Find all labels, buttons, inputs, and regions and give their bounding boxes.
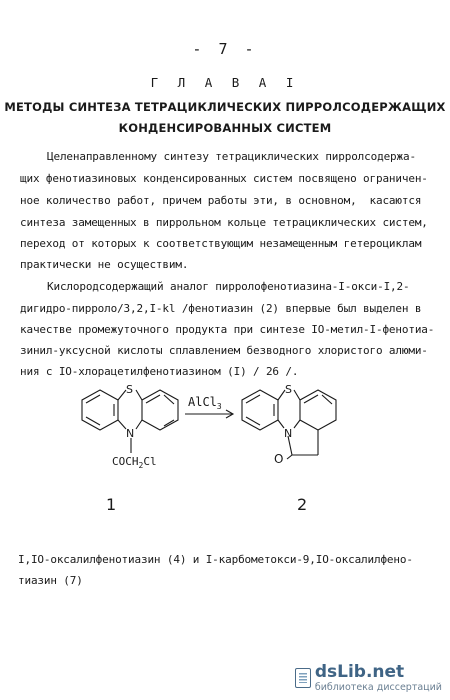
- chapter-title-line-2: КОНДЕНСИРОВАННЫХ СИСТЕМ: [118, 121, 332, 135]
- watermark-brand: dsLib.net: [314, 661, 405, 682]
- paragraph3-line-1: I,IO-оксалилфенотиазин (4) и I-карбометокси-9,IO-оксалилфено-: [18, 553, 413, 566]
- carbonyl-oxygen-label: O: [274, 452, 284, 466]
- chapter-title-line-1: МЕТОДЫ СИНТЕЗА ТЕТРАЦИКЛИЧЕСКИХ ПИРРОЛСОДЕРЖАЩИХ: [4, 100, 446, 114]
- sulfur-label-1: S: [126, 385, 133, 396]
- sulfur-label-2: S: [285, 385, 292, 396]
- paragraph1-line-4: синтеза замещенных в пиррольном кольце тетрациклических систем,: [20, 216, 428, 229]
- reagent-label: AlCl$_3$: [188, 395, 222, 411]
- paragraph1-line-5: переход от которых к соответствующим незамещенным гетероциклам: [20, 237, 422, 250]
- nitrogen-label-2: N: [284, 427, 293, 440]
- compound-1-structure: [82, 390, 178, 453]
- compound-2-structure: [242, 390, 336, 459]
- paragraph2-line-5: ния с IO-хлорацетилфенотиазином (I) / 26 /.: [20, 365, 299, 378]
- reaction-scheme: [60, 385, 390, 495]
- paragraph1-line-1: Целенаправленному синтезу тетрациклических пирролсодержа-: [47, 150, 416, 163]
- page-number: - 7 -: [192, 40, 258, 58]
- paragraph3-line-2: тиазин (7): [18, 574, 83, 587]
- paragraph2-line-2: дигидро-пирроло/3,2,I-kl /фенотиазин (2) впервые был выделен в: [20, 302, 422, 315]
- reaction-arrow: [185, 410, 233, 418]
- watermark-subtitle: библиотека диссертаций: [314, 681, 442, 693]
- compound-number-1: 1: [106, 495, 117, 514]
- paragraph1-line-3: ное количество работ, причем работы эти, в основном, касаются: [20, 194, 422, 207]
- paragraph2-line-1: Кислородсодержащий аналог пирролофенотиазина-I-окси-I,2-: [47, 280, 410, 293]
- substituent-label: $COCH_2Cl$: [112, 455, 157, 470]
- paragraph2-line-4: зинил-уксусной кислоты сплавлением безводного хлористого алюми-: [20, 344, 428, 357]
- paragraph1-line-2: щих фенотиазиновых конденсированных систем посвящено ограничен-: [20, 172, 428, 185]
- compound-number-2: 2: [297, 495, 308, 514]
- paragraph1-line-6: практически не осуществим.: [20, 258, 189, 271]
- chapter-heading: Г Л А В А I: [150, 75, 300, 90]
- nitrogen-label-1: N: [126, 427, 135, 440]
- book-icon: [295, 668, 311, 688]
- paragraph2-line-3: качестве промежуточного продукта при синтезе IO-метил-I-фенотиа-: [20, 323, 435, 336]
- dslib-watermark[interactable]: [295, 661, 442, 693]
